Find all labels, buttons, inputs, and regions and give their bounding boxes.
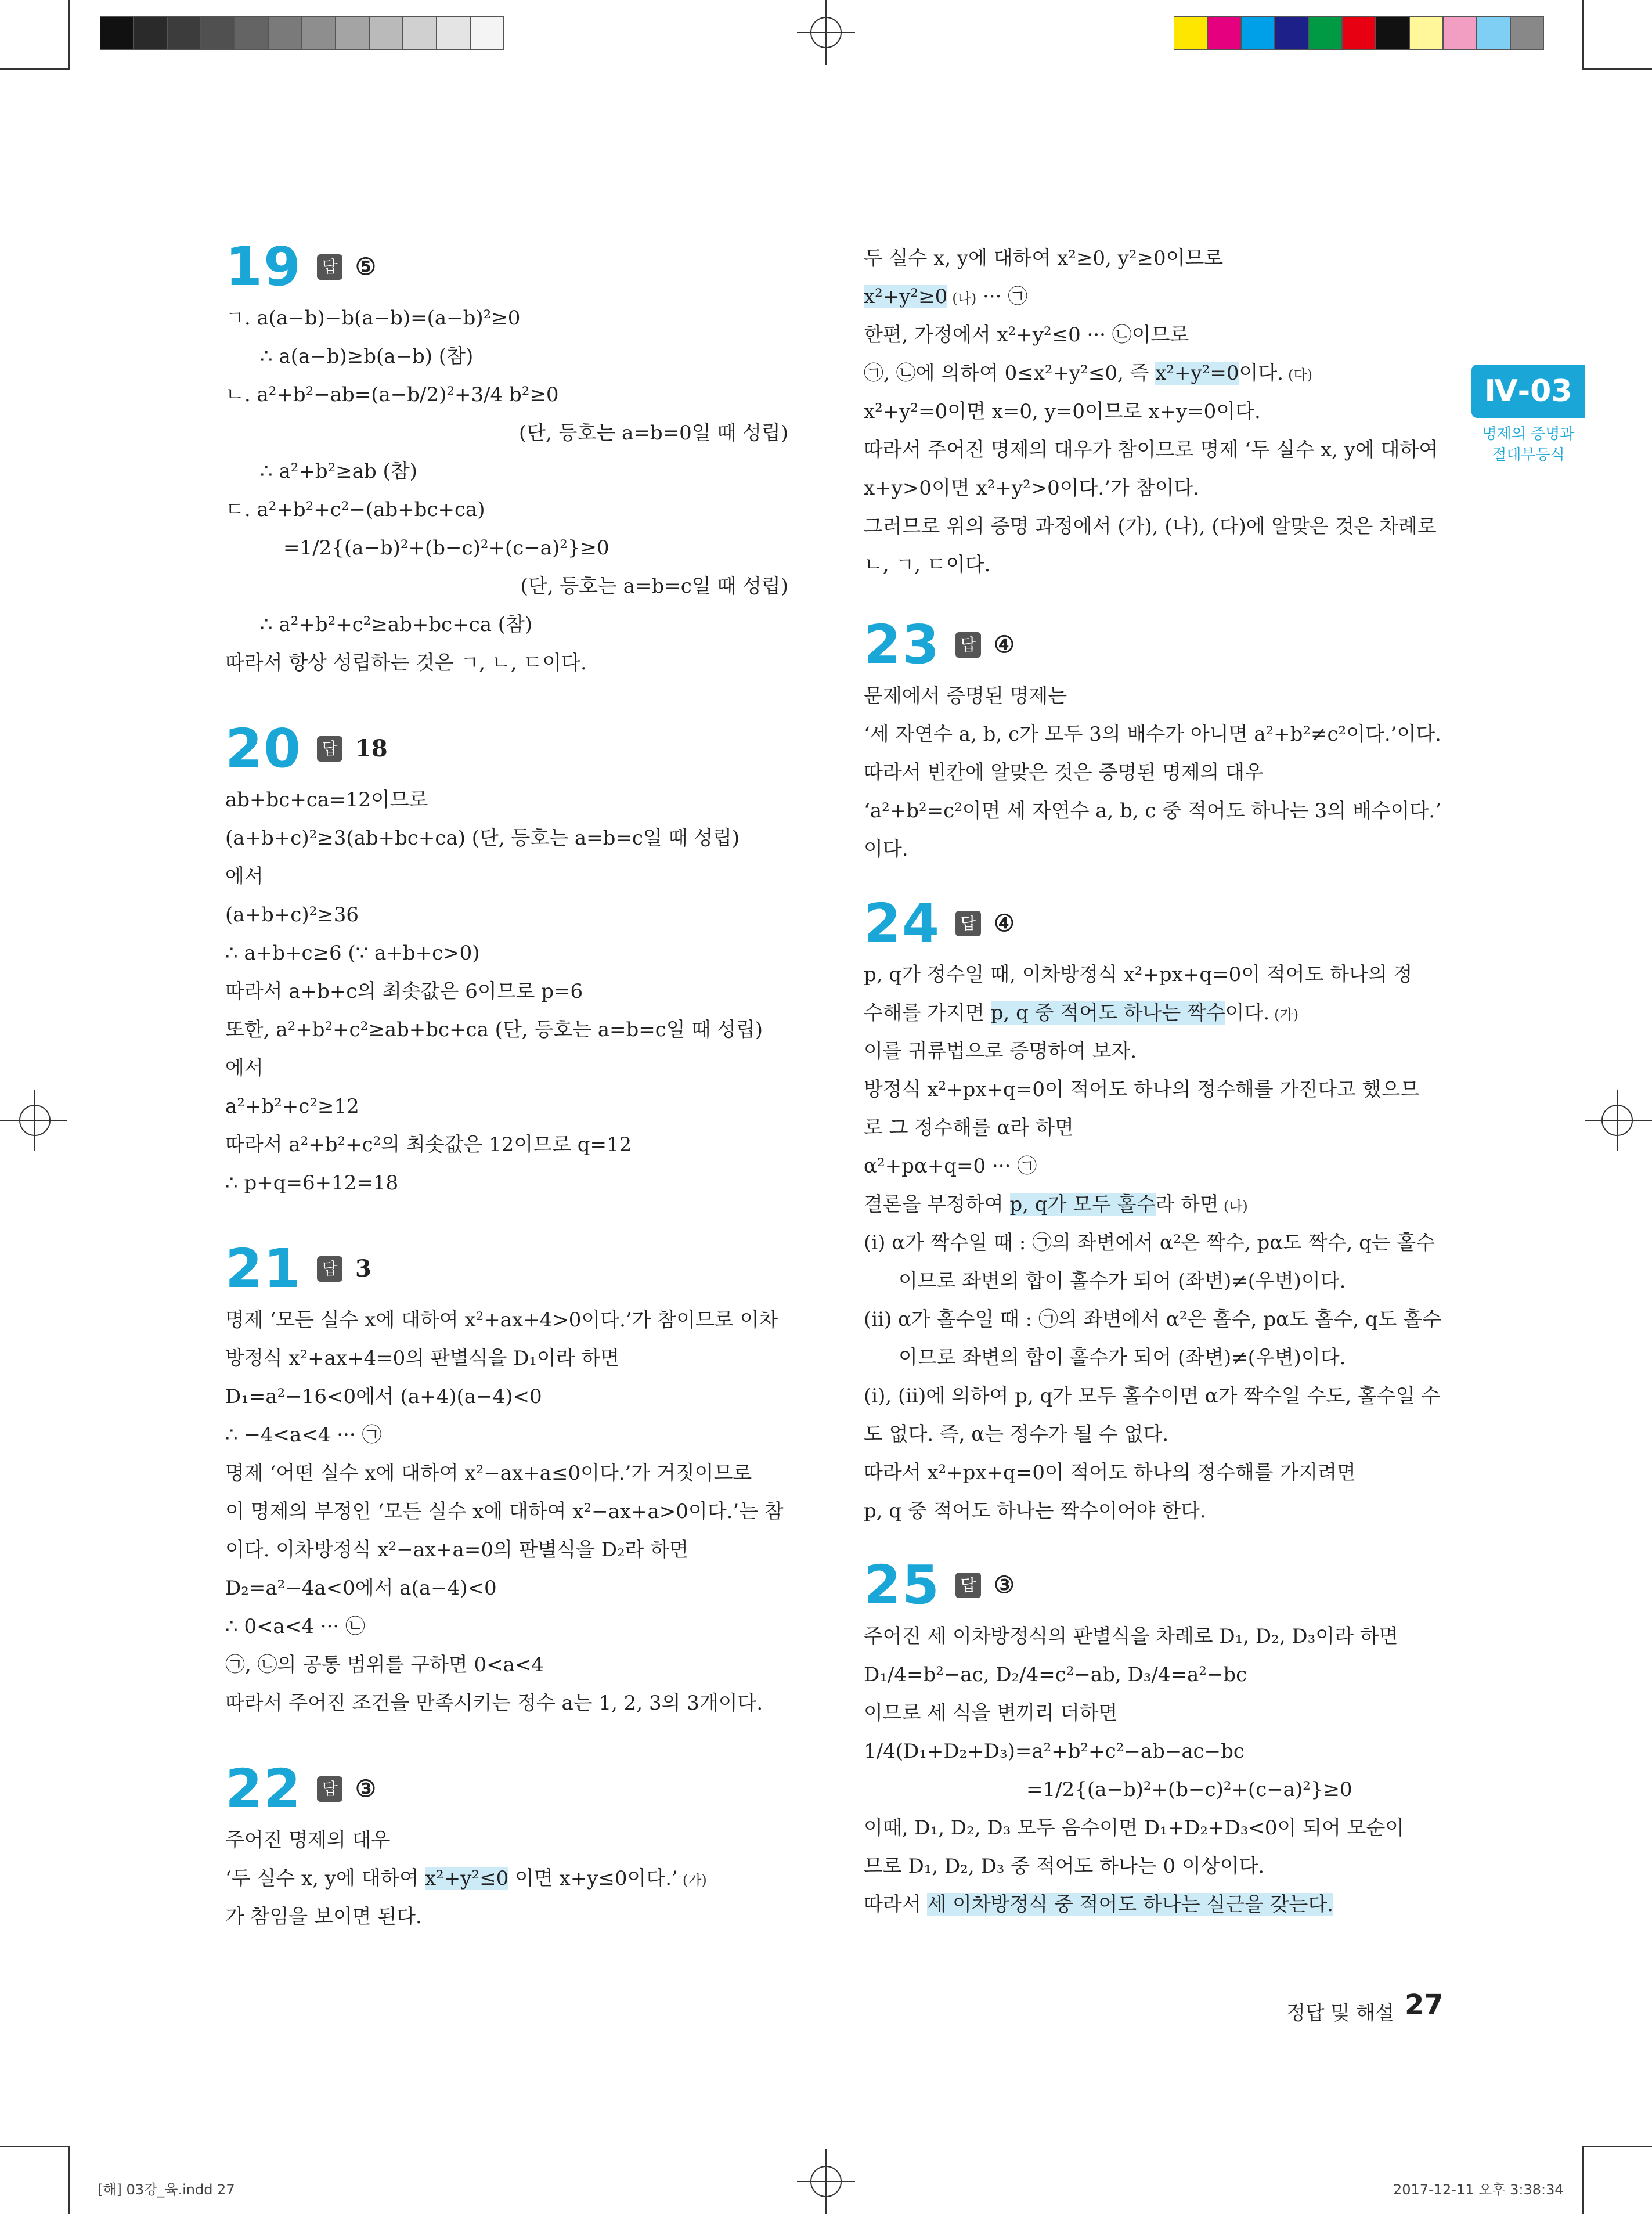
crop-mark bbox=[0, 68, 70, 70]
solution-line: 이 명제의 부정인 ‘모든 실수 x에 대하여 x²−ax+a>0이다.’는 참 bbox=[225, 1500, 784, 1523]
text-run: 라 하면 bbox=[1155, 1193, 1219, 1216]
swatch bbox=[403, 16, 437, 50]
registration-mark-icon bbox=[791, 2144, 861, 2214]
crop-mark bbox=[1582, 68, 1652, 70]
color-swatch-bar bbox=[1174, 16, 1544, 50]
solution-line: 따라서 x²+px+q=0이 적어도 하나의 정수해를 가지려면 bbox=[864, 1461, 1356, 1484]
answer-label: 답 bbox=[317, 736, 342, 762]
solution-line: (a+b+c)²≥36 bbox=[225, 903, 359, 926]
solution-line: 주어진 명제의 대우 bbox=[225, 1829, 391, 1852]
solution-line: ㉠, ㉡의 공통 범위를 구하면 0<a<4 bbox=[225, 1653, 544, 1676]
swatch bbox=[470, 16, 504, 50]
answer-label: 답 bbox=[317, 1256, 342, 1282]
swatch bbox=[1477, 16, 1510, 50]
solution-line: 로 그 정수해를 α라 하면 bbox=[864, 1116, 1074, 1140]
answer-label: 답 bbox=[955, 1573, 981, 1598]
solution-line: ∴ a²+b²≥ab (참) bbox=[260, 460, 417, 483]
swatch bbox=[1443, 16, 1477, 50]
solution-line: 방정식 x²+px+q=0이 적어도 하나의 정수해를 가진다고 했으므 bbox=[864, 1078, 1420, 1101]
solution-line: 이므로 좌변의 합이 홀수가 되어 (좌변)≠(우변)이다. bbox=[899, 1346, 1346, 1369]
solution-line: 므로 D₁, D₂, D₃ 중 적어도 하나는 0 이상이다. bbox=[864, 1855, 1265, 1878]
solution-line: 이를 귀류법으로 증명하여 보자. bbox=[864, 1040, 1137, 1063]
solution-line: ∴ 0<a<4 ··· ㉡ bbox=[225, 1615, 365, 1638]
left-column bbox=[225, 235, 788, 1936]
question-number: 21 bbox=[225, 1238, 302, 1300]
swatch bbox=[134, 16, 167, 50]
solution-line: (ⅰ) α가 짝수일 때 : ㉠의 좌변에서 α²은 짝수, pα도 짝수, q는 홀수 bbox=[864, 1231, 1435, 1254]
swatch bbox=[1510, 16, 1544, 50]
question-header bbox=[864, 613, 1444, 677]
solution-line: (a+b+c)²≥3(ab+bc+ca) (단, 등호는 a=b=c일 때 성립) bbox=[225, 827, 740, 850]
answer-value: ③ bbox=[994, 1571, 1015, 1599]
swatch bbox=[235, 16, 268, 50]
highlighted-blank: x²+y²≥0 bbox=[864, 285, 948, 308]
solution-line: 명제 ‘어떤 실수 x에 대하여 x²−ax+a≤0이다.’가 거짓이므로 bbox=[225, 1462, 752, 1485]
solution-line: 이므로 좌변의 합이 홀수가 되어 (좌변)≠(우변)이다. bbox=[899, 1270, 1346, 1293]
solution-line: D₁/4=b²−ac, D₂/4=c²−ab, D₃/4=a²−bc bbox=[864, 1663, 1247, 1686]
solution-line bbox=[225, 1859, 788, 1898]
solution-line: ∴ p+q=6+12=18 bbox=[225, 1171, 399, 1195]
solution-line: 따라서 a²+b²+c²의 최솟값은 12이므로 q=12 bbox=[225, 1133, 632, 1156]
question-number: 20 bbox=[225, 717, 302, 780]
blank-tag: (가) bbox=[1274, 1007, 1299, 1023]
solution-line: ㄴ. a²+b²−ab=(a−b/2)²+3/4 b²≥0 bbox=[225, 383, 559, 406]
solution-line: D₁=a²−16<0에서 (a+4)(a−4)<0 bbox=[225, 1385, 542, 1408]
solution-line bbox=[864, 277, 1444, 316]
solution-line: ㄴ, ㄱ, ㄷ이다. bbox=[864, 553, 991, 576]
answer-label: 답 bbox=[955, 911, 981, 936]
crop-mark bbox=[1582, 2146, 1652, 2147]
answer-value: ④ bbox=[994, 631, 1015, 658]
answer-label: 답 bbox=[955, 632, 981, 658]
solution-line: ab+bc+ca=12이므로 bbox=[225, 788, 428, 812]
solution-line: ∴ a(a−b)≥b(a−b) (참) bbox=[260, 345, 474, 368]
solution-line: =1/2{(a−b)²+(b−c)²+(c−a)²}≥0 bbox=[283, 536, 609, 560]
crop-mark bbox=[1582, 2146, 1584, 2214]
chapter-tab: Ⅳ-03 bbox=[1471, 365, 1585, 418]
question-header bbox=[225, 1237, 788, 1301]
solution-line: ‘a²+b²=c²이면 세 자연수 a, b, c 중 적어도 하나는 3의 배수이다.’ bbox=[864, 799, 1441, 823]
swatch bbox=[336, 16, 369, 50]
swatch bbox=[437, 16, 470, 50]
solution-line: 가 참임을 보이면 된다. bbox=[225, 1905, 422, 1928]
registration-mark-icon bbox=[0, 1086, 70, 1155]
solution-line: (단, 등호는 a=b=c일 때 성립) bbox=[520, 575, 788, 598]
answer-value: ④ bbox=[994, 910, 1015, 937]
question-header bbox=[864, 892, 1444, 955]
text-run: ··· ㉠ bbox=[976, 285, 1028, 308]
solution-line: 따라서 항상 성립하는 것은 ㄱ, ㄴ, ㄷ이다. bbox=[225, 651, 587, 675]
blank-tag: (나) bbox=[1223, 1198, 1248, 1214]
swatch bbox=[100, 16, 134, 50]
text-run: 따라서 bbox=[864, 1893, 928, 1916]
solution-line: p, q가 정수일 때, 이차방정식 x²+px+q=0이 적어도 하나의 정 bbox=[864, 963, 1413, 986]
text-run: 수해를 가지면 bbox=[864, 1001, 991, 1025]
solution-line bbox=[864, 1885, 1444, 1924]
footer-label: 정답 및 해설 bbox=[1286, 2002, 1394, 2025]
chapter-subtitle-line: 명제의 증명과 bbox=[1482, 426, 1575, 443]
swatch bbox=[1376, 16, 1409, 50]
solution-line: ∴ a²+b²+c²≥ab+bc+ca (참) bbox=[260, 613, 533, 636]
solution-line bbox=[864, 1185, 1444, 1224]
swatch bbox=[1207, 16, 1241, 50]
solution-line: 이다. bbox=[864, 838, 908, 861]
solution-line: 두 실수 x, y에 대하여 x²≥0, y²≥0이므로 bbox=[864, 247, 1224, 270]
highlighted-blank: x²+y²=0 bbox=[1155, 362, 1239, 385]
swatch bbox=[1342, 16, 1376, 50]
text-run: 이다. bbox=[1239, 362, 1284, 385]
solution-line: 한편, 가정에서 x²+y²≤0 ··· ㉡이므로 bbox=[864, 323, 1189, 347]
swatch bbox=[167, 16, 201, 50]
question-number: 24 bbox=[864, 892, 941, 954]
swatch bbox=[1275, 16, 1308, 50]
solution-line: 따라서 주어진 명제의 대우가 참이므로 명제 ‘두 실수 x, y에 대하여 bbox=[864, 438, 1438, 461]
question-header bbox=[225, 235, 788, 299]
solution-line: ∴ −4<a<4 ··· ㉠ bbox=[225, 1423, 382, 1447]
solution-line: x+y>0이면 x²+y²>0이다.’가 참이다. bbox=[864, 477, 1200, 500]
solution-line: 도 없다. 즉, α는 정수가 될 수 없다. bbox=[864, 1423, 1169, 1446]
swatch bbox=[201, 16, 235, 50]
answer-value: ③ bbox=[355, 1775, 376, 1802]
solution-line: =1/2{(a−b)²+(b−c)²+(c−a)²}≥0 bbox=[1026, 1778, 1352, 1801]
solution-line: 1/4(D₁+D₂+D₃)=a²+b²+c²−ab−ac−bc bbox=[864, 1740, 1245, 1763]
chapter-subtitle-line: 절대부등식 bbox=[1492, 446, 1565, 464]
page-number: 27 bbox=[1405, 1989, 1444, 2021]
solution-line: 따라서 빈칸에 알맞은 것은 증명된 명제의 대우 bbox=[864, 761, 1264, 784]
solution-line bbox=[864, 994, 1444, 1032]
solution-line: 방정식 x²+ax+4=0의 판별식을 D₁이라 하면 bbox=[225, 1347, 620, 1370]
solution-line: ∴ a+b+c≥6 (∵ a+b+c>0) bbox=[225, 942, 480, 965]
solution-line: 에서 bbox=[225, 1056, 264, 1080]
question-number: 23 bbox=[864, 614, 941, 676]
answer-value: ⑤ bbox=[355, 253, 376, 280]
registration-mark-icon bbox=[791, 0, 861, 70]
solution-line: D₂=a²−4a<0에서 a(a−4)<0 bbox=[225, 1577, 497, 1600]
solution-line: (단, 등호는 a=b=0일 때 성립) bbox=[519, 421, 788, 445]
gray-swatch-bar bbox=[100, 16, 504, 50]
solution-line: 이다. 이차방정식 x²−ax+a=0의 판별식을 D₂라 하면 bbox=[225, 1538, 689, 1562]
swatch bbox=[369, 16, 403, 50]
answer-label: 답 bbox=[317, 254, 342, 280]
solution-line: 그러므로 위의 증명 과정에서 (가), (나), (다)에 알맞은 것은 차례로 bbox=[864, 515, 1437, 538]
swatch bbox=[302, 16, 336, 50]
question-header bbox=[864, 1553, 1444, 1617]
solution-line: ‘세 자연수 a, b, c가 모두 3의 배수가 아니면 a²+b²≠c²이다.’이다. bbox=[864, 723, 1441, 746]
slug-timestamp: 2017-12-11 오후 3:38:34 bbox=[1393, 2181, 1564, 2198]
text-run: ㉠, ㉡에 의하여 0≤x²+y²≤0, 즉 bbox=[864, 362, 1156, 385]
solution-line: 주어진 세 이차방정식의 판별식을 차례로 D₁, D₂, D₃이라 하면 bbox=[864, 1625, 1398, 1648]
crop-mark bbox=[1582, 0, 1584, 70]
swatch bbox=[1409, 16, 1443, 50]
chapter-subtitle bbox=[1463, 424, 1594, 466]
solution-line: 따라서 a+b+c의 최솟값은 6이므로 p=6 bbox=[225, 980, 583, 1003]
solution-line: p, q 중 적어도 하나는 짝수이어야 한다. bbox=[864, 1499, 1206, 1523]
highlighted-blank: p, q 중 적어도 하나는 짝수 bbox=[990, 1001, 1225, 1025]
swatch bbox=[268, 16, 302, 50]
highlighted-conclusion: 세 이차방정식 중 적어도 하나는 실근을 갖는다. bbox=[927, 1893, 1334, 1916]
solution-line: 또한, a²+b²+c²≥ab+bc+ca (단, 등호는 a=b=c일 때 성립) bbox=[225, 1018, 763, 1041]
solution-line: ㄷ. a²+b²+c²−(ab+bc+ca) bbox=[225, 498, 485, 521]
crop-mark bbox=[68, 2146, 70, 2214]
swatch bbox=[1174, 16, 1207, 50]
solution-line: 따라서 주어진 조건을 만족시키는 정수 a는 1, 2, 3의 3개이다. bbox=[225, 1692, 763, 1715]
solution-line bbox=[864, 354, 1444, 392]
solution-line: 에서 bbox=[225, 865, 264, 888]
answer-label: 답 bbox=[317, 1776, 342, 1802]
question-number: 19 bbox=[225, 236, 302, 298]
blank-tag: (가) bbox=[682, 1872, 707, 1888]
right-column bbox=[864, 239, 1444, 1924]
registration-mark-icon bbox=[1582, 1086, 1652, 1155]
solution-line: (ⅰ), (ⅱ)에 의하여 p, q가 모두 홀수이면 α가 짝수일 수도, 홀수일 수 bbox=[864, 1384, 1441, 1408]
text-run: 결론을 부정하여 bbox=[864, 1193, 1010, 1216]
question-header bbox=[225, 1757, 788, 1821]
solution-line: 이므로 세 식을 변끼리 더하면 bbox=[864, 1701, 1118, 1725]
text-run: 이면 x+y≤0이다.’ bbox=[508, 1867, 678, 1890]
swatch bbox=[1241, 16, 1275, 50]
solution-line: x²+y²=0이면 x=0, y=0이므로 x+y=0이다. bbox=[864, 400, 1261, 423]
question-header bbox=[225, 717, 788, 781]
solution-line: α²+pα+q=0 ··· ㉠ bbox=[864, 1155, 1037, 1178]
crop-mark bbox=[68, 0, 70, 70]
answer-value: 3 bbox=[355, 1255, 371, 1282]
solution-line: 문제에서 증명된 명제는 bbox=[864, 684, 1067, 708]
highlighted-blank: p, q가 모두 홀수 bbox=[1009, 1193, 1156, 1216]
solution-line: 이때, D₁, D₂, D₃ 모두 음수이면 D₁+D₂+D₃<0이 되어 모순이 bbox=[864, 1816, 1405, 1840]
slug-file-info: [해] 03강_육.indd 27 bbox=[98, 2181, 235, 2198]
answer-value: 18 bbox=[355, 735, 388, 762]
text-run: 이다. bbox=[1225, 1001, 1270, 1025]
solution-line: 명제 ‘모든 실수 x에 대하여 x²+ax+4>0이다.’가 참이므로 이차 bbox=[225, 1308, 778, 1332]
crop-mark bbox=[0, 2146, 70, 2147]
solution-line: ㄱ. a(a−b)−b(a−b)=(a−b)²≥0 bbox=[225, 307, 521, 330]
blank-tag: (나) bbox=[952, 290, 977, 307]
solution-line: a²+b²+c²≥12 bbox=[225, 1095, 359, 1118]
highlighted-blank: x²+y²≤0 bbox=[424, 1867, 509, 1890]
question-number: 25 bbox=[864, 1554, 941, 1616]
swatch bbox=[1308, 16, 1342, 50]
blank-tag: (다) bbox=[1288, 367, 1312, 383]
question-number: 22 bbox=[225, 1758, 302, 1820]
text-run: ‘두 실수 x, y에 대하여 bbox=[225, 1867, 425, 1890]
solution-line: (ⅱ) α가 홀수일 때 : ㉠의 좌변에서 α²은 홀수, pα도 홀수, q도 홀수 bbox=[864, 1308, 1442, 1331]
